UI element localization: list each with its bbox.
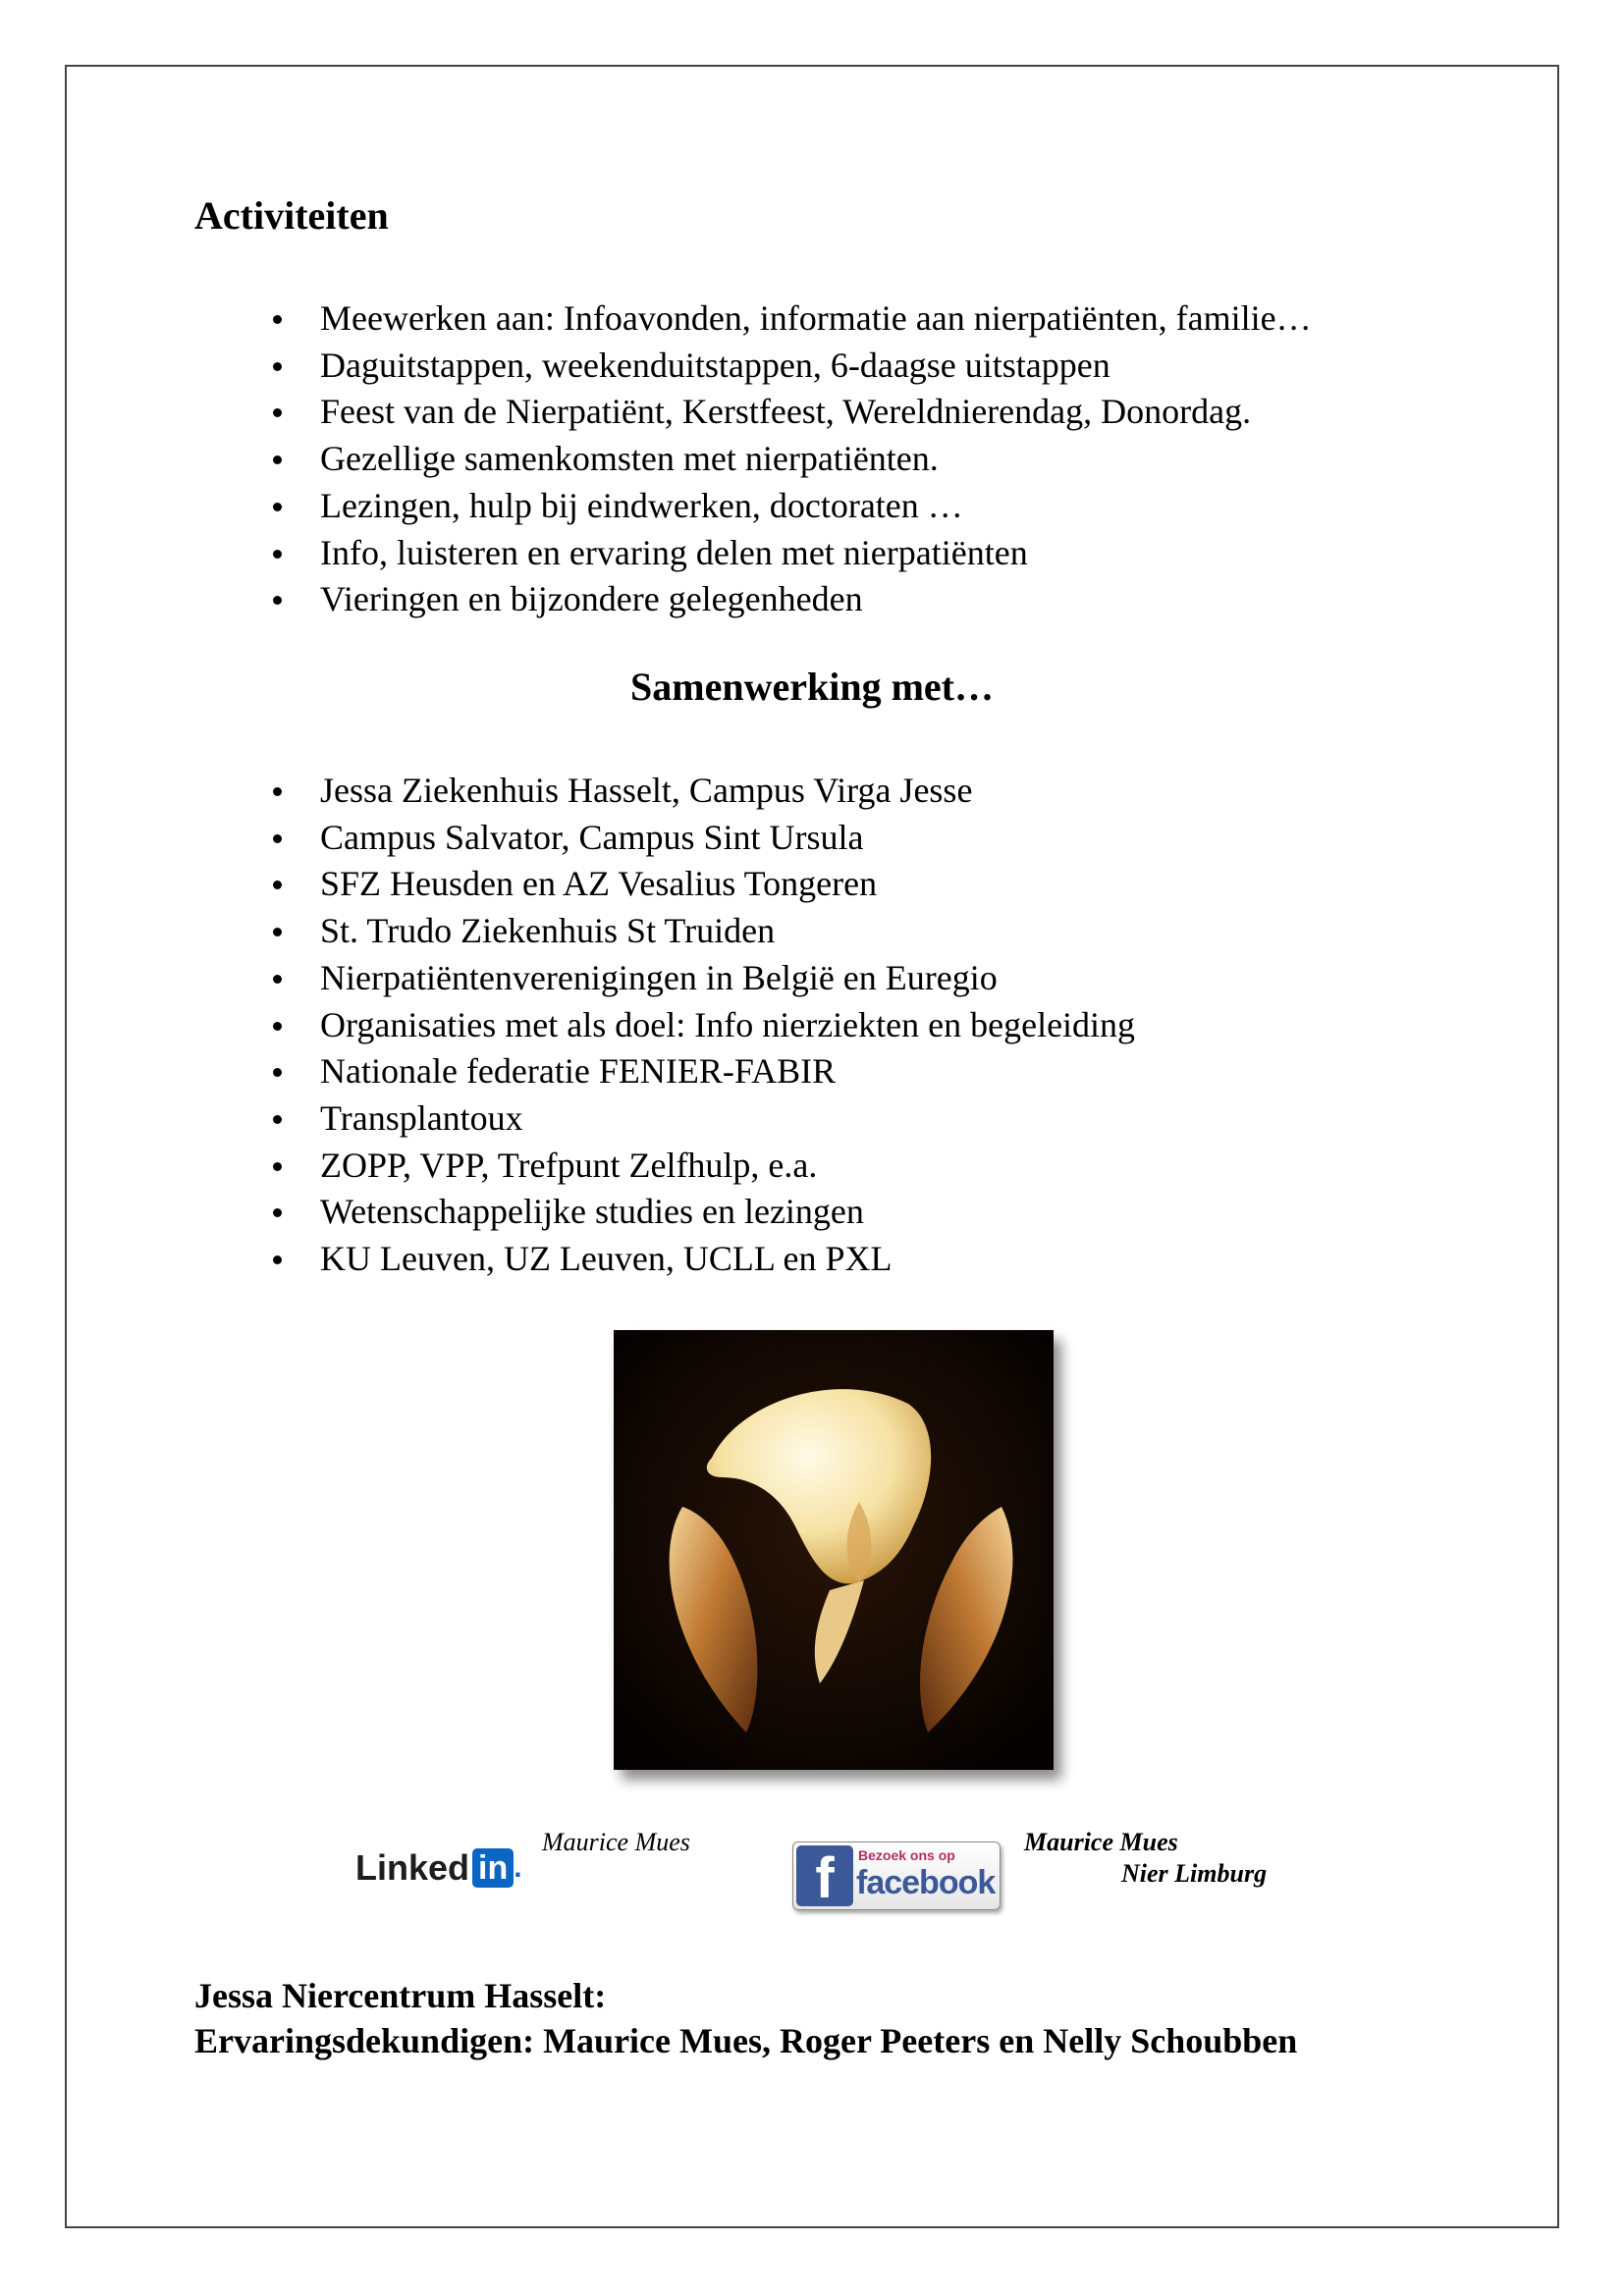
- list-item: Campus Salvator, Campus Sint Ursula: [265, 815, 1135, 862]
- list-item: Meewerken aan: Infoavonden, informatie aan nierpatiënten, familie…: [265, 295, 1312, 343]
- list-item: Info, luisteren en ervaring delen met nierpatiënten: [265, 530, 1312, 577]
- list-item: Gezellige samenkomsten met nierpatiënten.: [265, 436, 1312, 483]
- facebook-profile-name: Maurice Mues: [1024, 1828, 1178, 1856]
- list-item: Daguitstappen, weekenduitstappen, 6-daagse uitstappen: [265, 343, 1312, 390]
- activities-list: [265, 295, 1312, 623]
- list-item: Organisaties met als doel: Info nierziekten en begeleiding: [265, 1002, 1135, 1049]
- facebook-icon: f: [796, 1845, 853, 1906]
- list-item: Feest van de Nierpatiënt, Kerstfeest, Wereldnierendag, Donordag.: [265, 389, 1312, 436]
- list-item: Transplantoux: [265, 1095, 1135, 1143]
- facebook-wordmark: facebook: [856, 1864, 996, 1901]
- list-item: Nierpatiëntenverenigingen in België en Euregio: [265, 955, 1135, 1002]
- list-item: Lezingen, hulp bij eindwerken, doctoraten …: [265, 483, 1312, 530]
- linkedin-dot: .: [514, 1851, 522, 1884]
- linkedin-word: Linked: [355, 1847, 470, 1888]
- facebook-badge[interactable]: [792, 1842, 1001, 1910]
- list-item: St. Trudo Ziekenhuis St Truiden: [265, 908, 1135, 955]
- partners-heading: Samenwerking met…: [630, 665, 994, 709]
- list-item: ZOPP, VPP, Trefpunt Zelfhulp, e.a.: [265, 1143, 1135, 1190]
- facebook-page-name: Nier Limburg: [1121, 1859, 1268, 1888]
- list-item: Jessa Ziekenhuis Hasselt, Campus Virga Jesse: [265, 768, 1135, 815]
- list-item: KU Leuven, UZ Leuven, UCLL en PXL: [265, 1236, 1135, 1283]
- list-item: Vieringen en bijzondere gelegenheden: [265, 576, 1312, 623]
- footer-line-2: Ervaringsdekundigen: Maurice Mues, Roger Peeters en Nelly Schoubben: [194, 2021, 1298, 2060]
- linkedin-profile-name: Maurice Mues: [542, 1828, 690, 1856]
- linkedin-in-icon: in: [472, 1848, 514, 1888]
- footer-line-1: Jessa Niercentrum Hasselt:: [194, 1976, 607, 2015]
- list-item: SFZ Heusden en AZ Vesalius Tongeren: [265, 861, 1135, 908]
- list-item: Nationale federatie FENIER-FABIR: [265, 1048, 1135, 1095]
- partners-list: [265, 768, 1135, 1283]
- facebook-badge-caption: Bezoek ons op: [858, 1847, 955, 1863]
- list-item: Wetenschappelijke studies en lezingen: [265, 1189, 1135, 1236]
- calla-lily-painting: [614, 1330, 1054, 1770]
- linkedin-logo[interactable]: [355, 1845, 522, 1891]
- activities-heading: Activiteiten: [194, 193, 389, 238]
- footer-contact: [194, 1973, 1297, 2063]
